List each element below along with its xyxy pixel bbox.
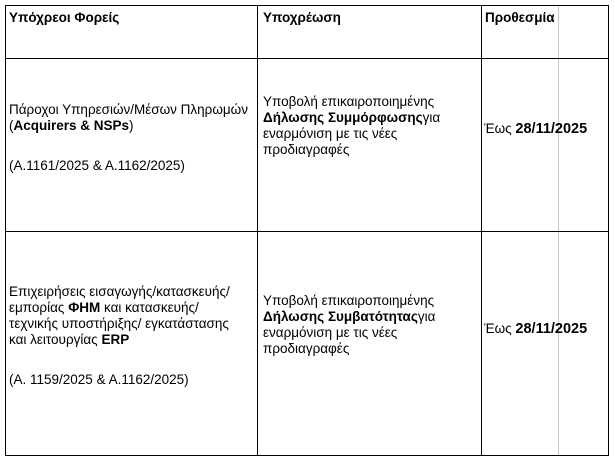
entity-text: )	[129, 118, 134, 133]
entity-text: Πάροχοι Υπηρεσιών/Μέσων Πληρωμών (	[9, 102, 248, 133]
row-divider	[6, 58, 608, 59]
legal-reference: (Α.1161/2025 & Α.1162/2025)	[9, 158, 185, 173]
header-entities: Υπόχρεοι Φορείς	[9, 10, 120, 25]
header-obligation: Υποχρέωση	[263, 10, 341, 25]
legal-reference: (Α. 1159/2025 & Α.1162/2025)	[9, 372, 189, 387]
obligation-highlight: Δήλωσης Συμμόρφωσης	[263, 110, 423, 125]
header-deadline: Προθεσμία	[485, 10, 555, 25]
entity-highlight: Acquirers & NSPs	[13, 118, 130, 133]
table-row-1-deadline	[484, 121, 610, 137]
deadline-date: 28/11/2025	[515, 121, 588, 137]
obligation-text: Υποβολή επικαιροποιημένης	[263, 293, 435, 308]
obligations-table	[5, 5, 609, 456]
obligation-highlight: Δήλωσης Συμβατότητας	[263, 309, 418, 324]
entity-highlight: ERP	[101, 332, 130, 347]
deadline-prefix: Έως	[484, 321, 512, 336]
entity-text: και κατασκευής/ τεχνικής υποστήριξης/ εγκατάστασης και λειτουργίας	[9, 300, 229, 347]
obligation-text: για εναρμόνιση με τις νέες προδιαγραφές	[263, 110, 441, 157]
table-row-2-obligation	[263, 293, 475, 357]
obligation-text: για εναρμόνιση με τις νέες προδιαγραφές	[263, 309, 436, 356]
table-row-1-entities	[9, 102, 249, 174]
obligation-text: Υποβολή επικαιροποιημένης	[263, 94, 435, 109]
table-row-2-deadline	[484, 321, 610, 337]
table-row-1-obligation	[263, 94, 475, 158]
entity-highlight: ΦΗΜ	[68, 300, 101, 315]
row-divider	[6, 231, 608, 232]
entity-text: Επιχειρήσεις εισαγωγής/κατασκευής/ εμπορίας	[9, 284, 230, 315]
table-row-2-entities	[9, 284, 249, 388]
deadline-date: 28/11/2025	[515, 321, 588, 337]
deadline-prefix: Έως	[484, 121, 512, 136]
